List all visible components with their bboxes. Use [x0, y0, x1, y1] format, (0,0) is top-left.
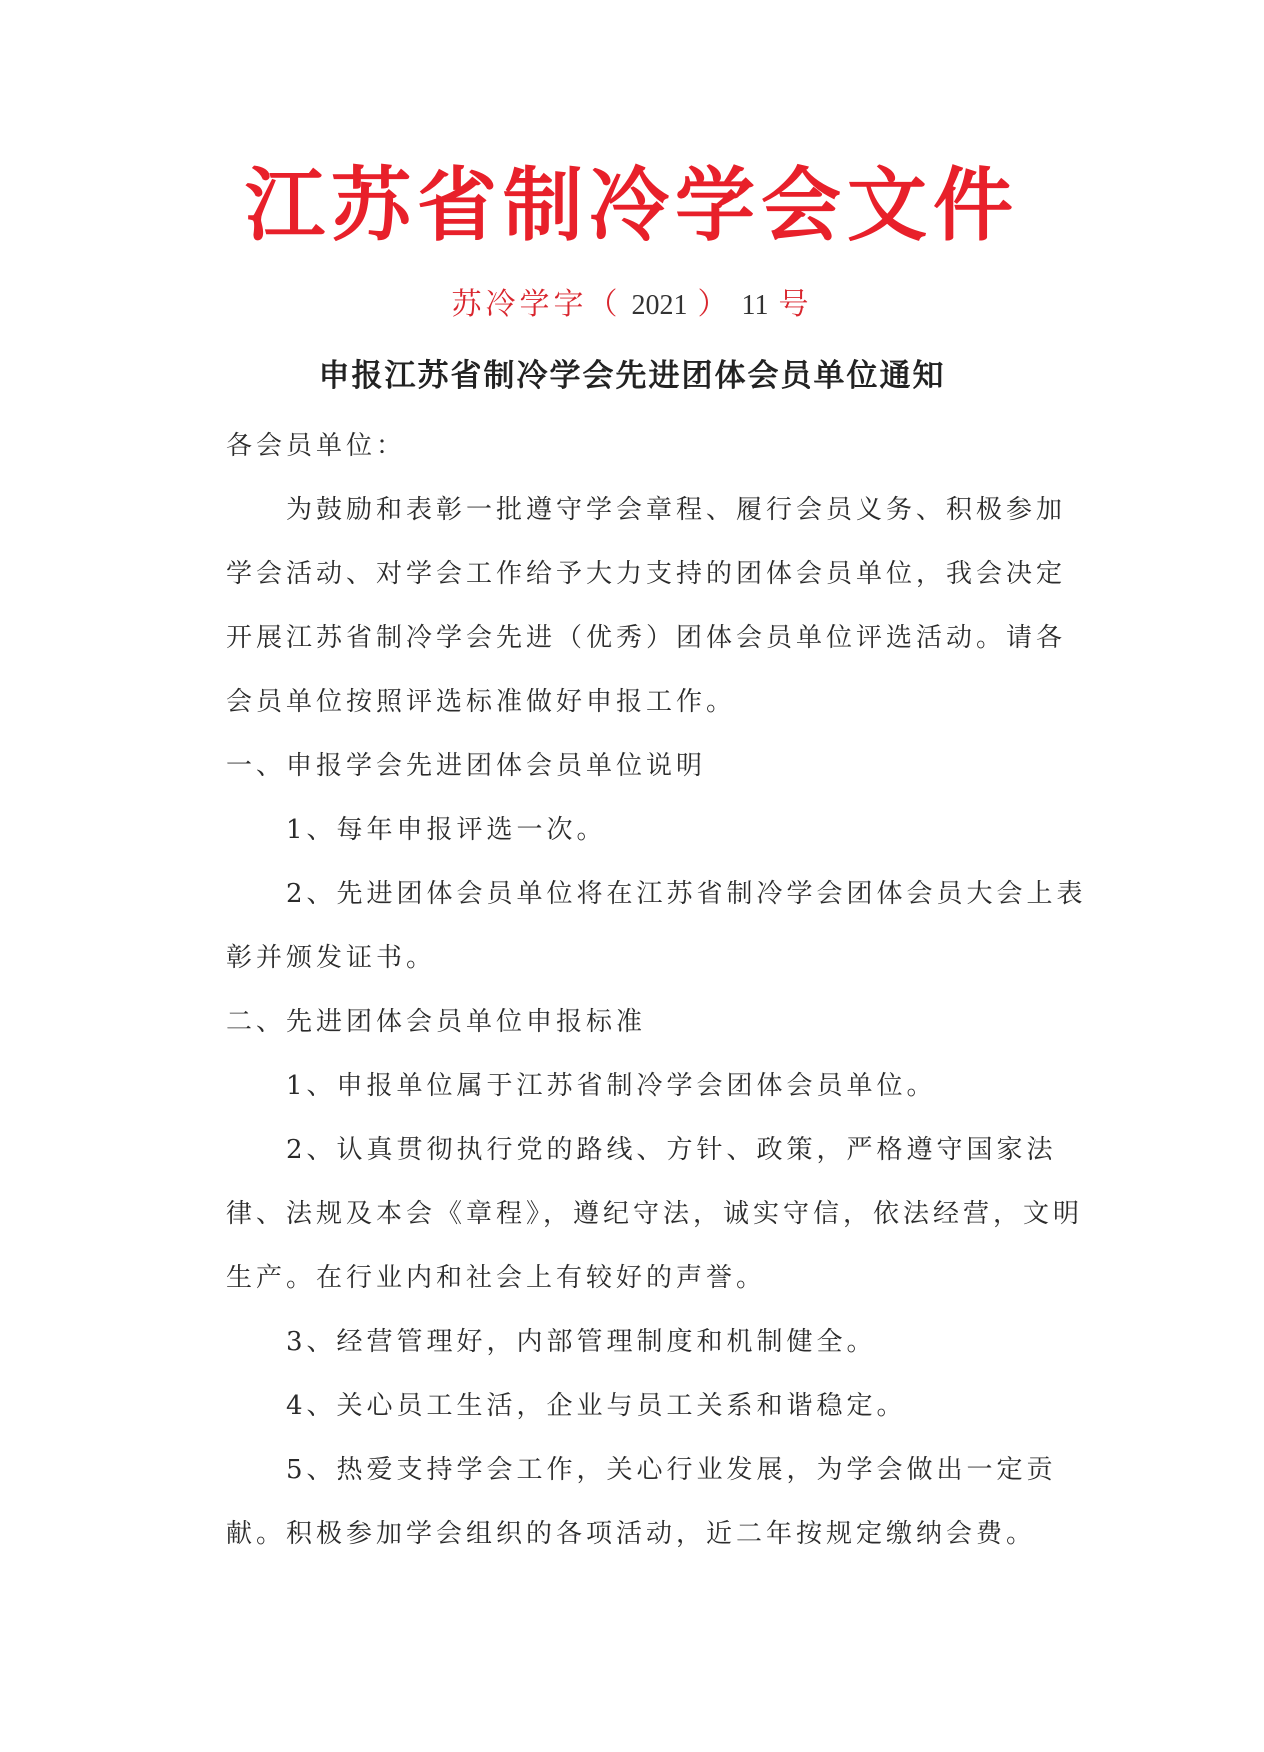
section-1-heading: 一、申报学会先进团体会员单位说明 — [226, 751, 707, 781]
doc-number-prefix: 苏冷学字（ — [451, 287, 622, 322]
document-header-title: 江苏省制冷学会文件 — [245, 159, 1019, 252]
doc-number-suffix: 号 — [778, 287, 813, 322]
salutation: 各会员单位： — [226, 431, 407, 461]
document-number — [0, 285, 1264, 326]
section-2-heading: 二、先进团体会员单位申报标准 — [226, 1007, 647, 1037]
section-1-item: 2、先进团体会员单位将在江苏省制冷学会团体会员大会上表彰并颁发证书。 — [226, 879, 1087, 973]
section-2-item: 1、申报单位属于江苏省制冷学会团体会员单位。 — [286, 1071, 937, 1101]
section-1-item: 1、每年申报评选一次。 — [286, 815, 607, 845]
section-2-item: 4、关心员工生活，企业与员工关系和谐稳定。 — [286, 1391, 907, 1421]
section-2-item: 2、认真贯彻执行党的路线、方针、政策，严格遵守国家法律、法规及本会《章程》，遵纪守法，诚实守信，依法经营，文明生产。在行业内和社会上有较好的声誉。 — [226, 1135, 1084, 1293]
doc-number-middle: ） — [697, 287, 732, 322]
doc-number-year: 2021 — [631, 290, 688, 321]
intro-paragraph: 为鼓励和表彰一批遵守学会章程、履行会员义务、积极参加学会活动、对学会工作给予大力支持的团体会员单位，我会决定开展江苏省制冷学会先进（优秀）团体会员单位评选活动。请各会员单位按照评选标准做好申报工作。 — [226, 495, 1067, 717]
notice-body — [226, 414, 1090, 1566]
doc-number-number: 11 — [741, 290, 769, 321]
section-2-item: 5、热爱支持学会工作，关心行业发展，为学会做出一定贡献。积极参加学会组织的各项活动，近二年按规定缴纳会费。 — [226, 1455, 1057, 1549]
notice-title: 申报江苏省制冷学会先进团体会员单位通知 — [318, 358, 946, 394]
section-2-item: 3、经营管理好，内部管理制度和机制健全。 — [286, 1327, 877, 1357]
